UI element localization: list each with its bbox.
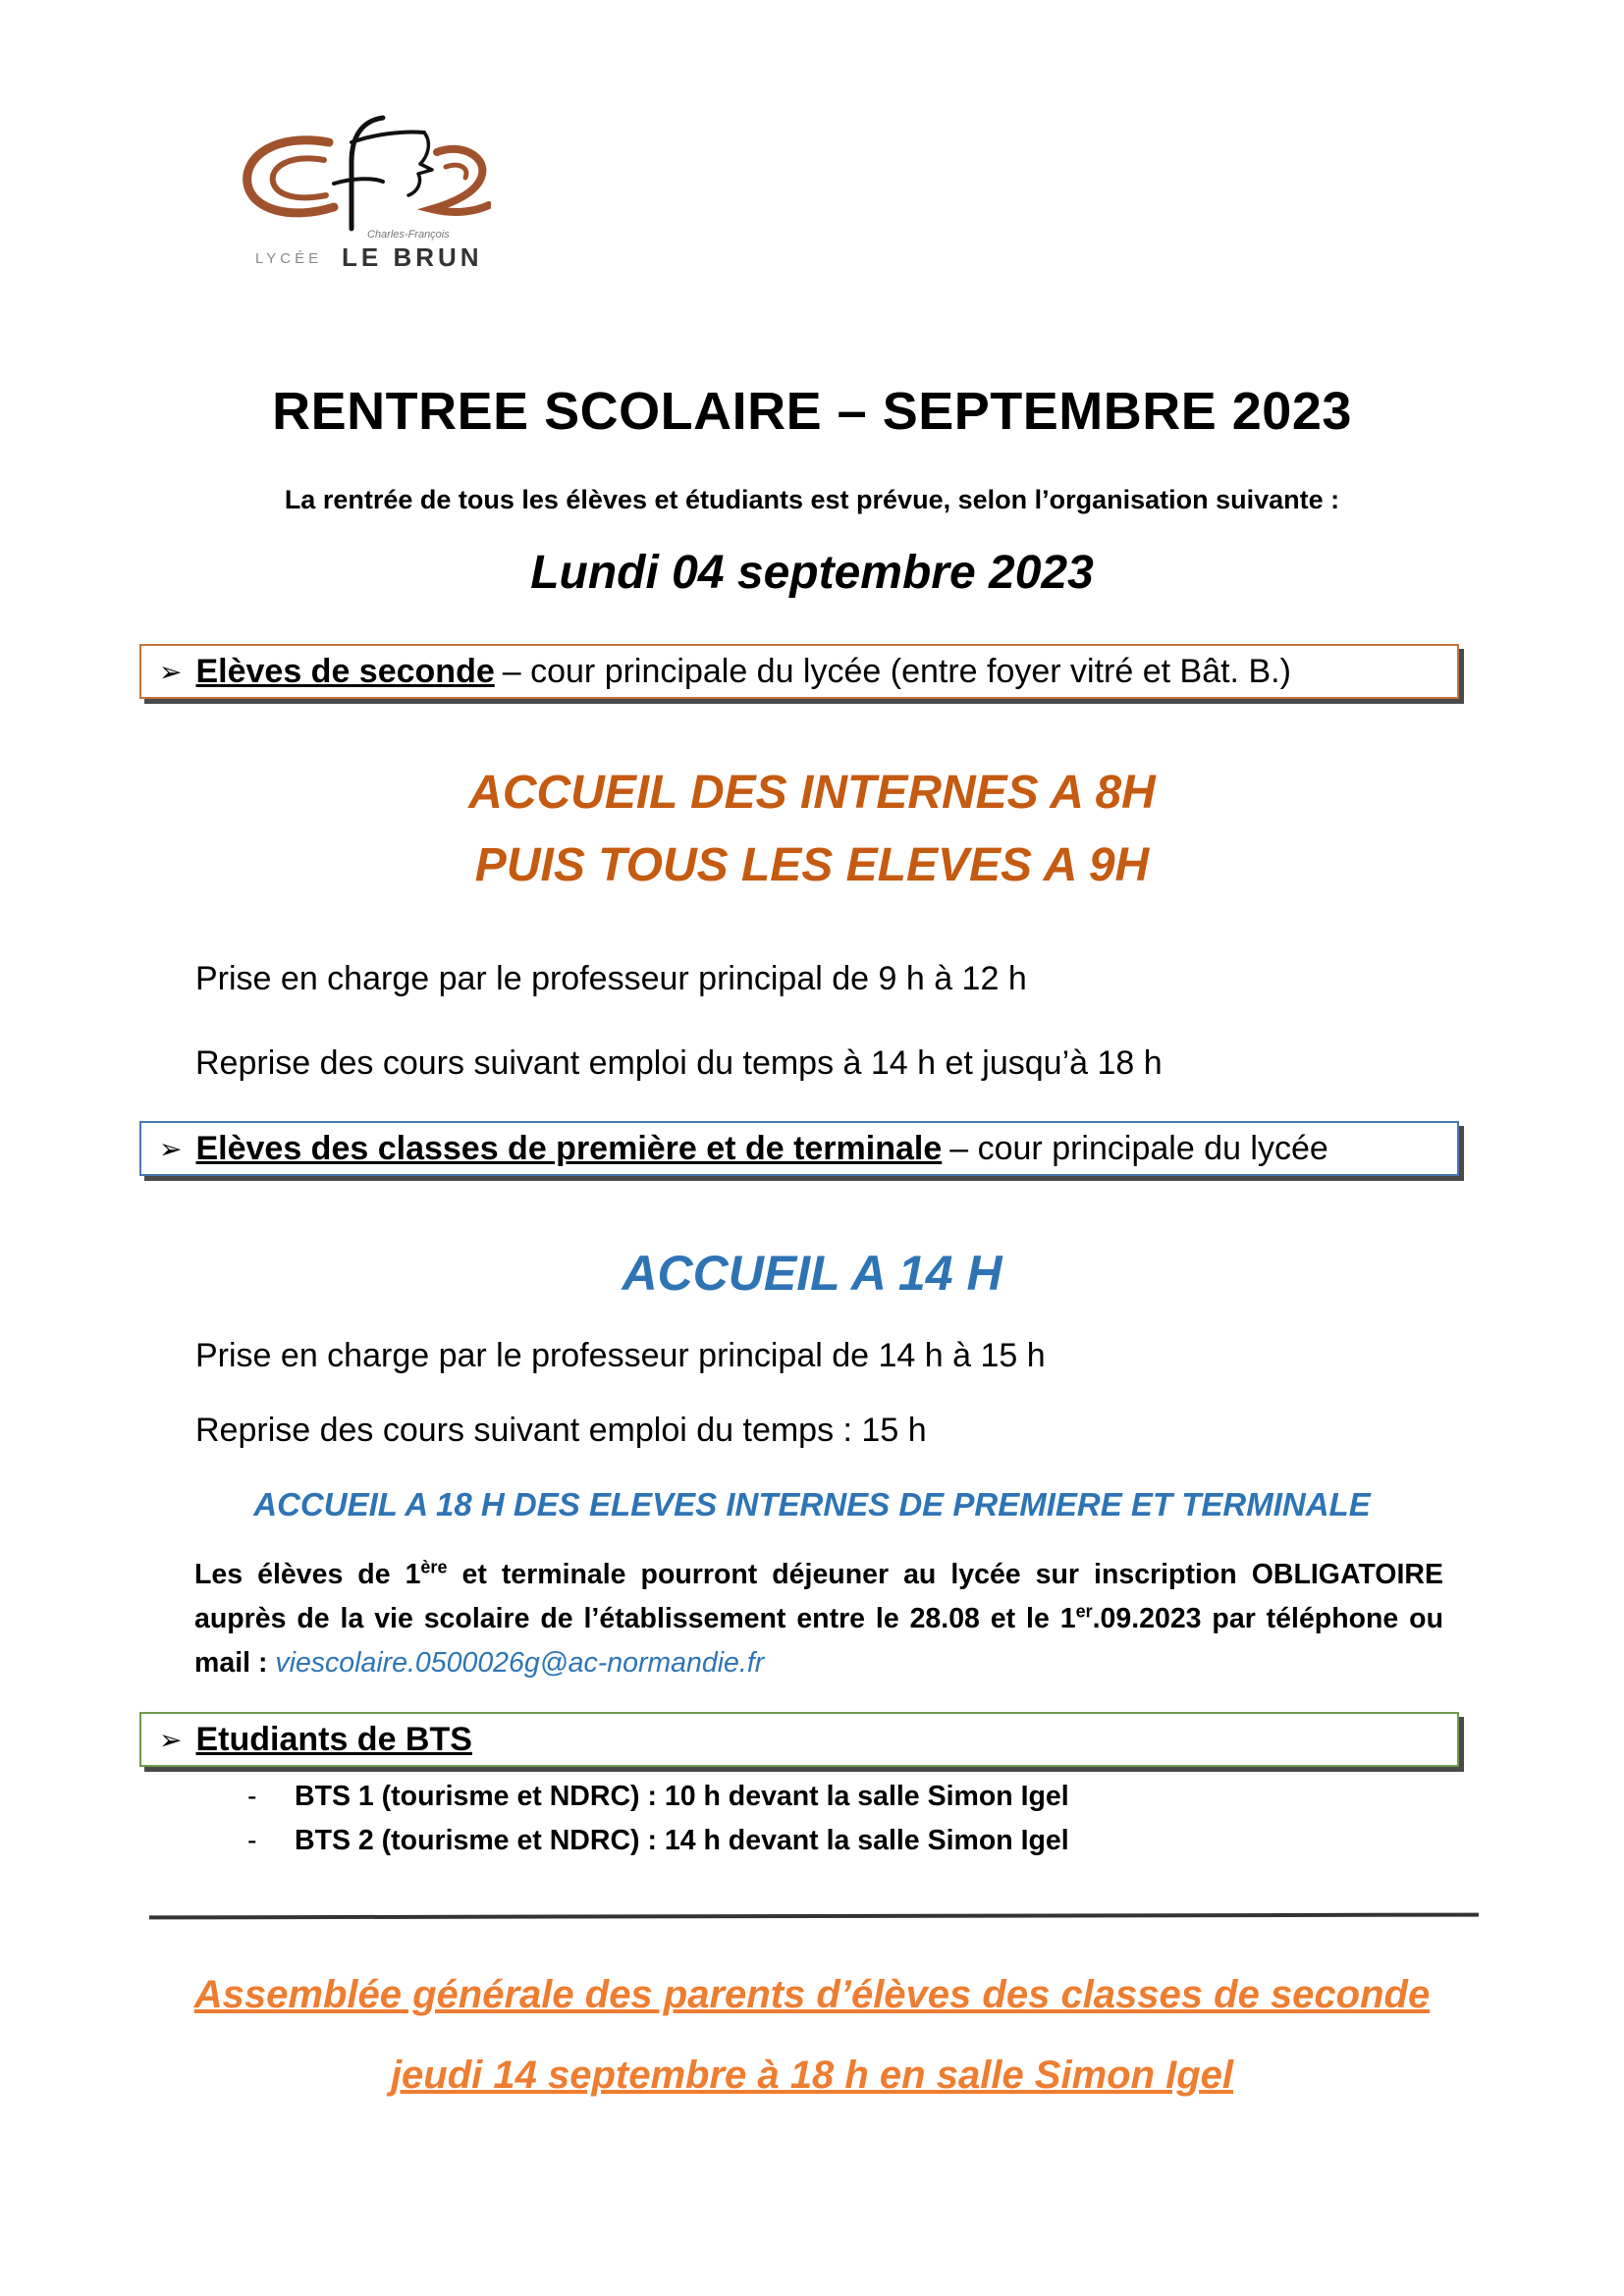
arrow-right-bullet-icon: ➢	[159, 1133, 183, 1164]
section-bts-label: Etudiants de BTS	[195, 1720, 472, 1758]
section-premiere-location: – cour principale du lycée	[949, 1129, 1328, 1167]
premiere-line-2: Reprise des cours suivant emploi du temps : 15 h	[195, 1412, 927, 1449]
arrow-right-bullet-icon: ➢	[159, 656, 183, 687]
para-part-1: Les élèves de 1	[194, 1559, 421, 1590]
lunch-registration-paragraph	[194, 1553, 1443, 1685]
premiere-line-1: Prise en charge par le professeur principal de 14 h à 15 h	[195, 1337, 1046, 1374]
para-part-3: .09.2023 par téléphone ou mail :	[194, 1603, 1443, 1679]
para-sup-1: ère	[420, 1557, 448, 1577]
logo-le-brun: LE BRUN	[342, 242, 483, 272]
page-title: RENTREE SCOLAIRE – SEPTEMBRE 2023	[272, 382, 1352, 441]
logo-charles-francois: Charles-François	[367, 229, 450, 240]
para-part-2: et terminale pourront déjeuner au lycée sur inscription OBLIGATOIRE auprès de la vie scolaire de l’établissement entre le 28.08 et le 1	[194, 1559, 1443, 1634]
section-premiere-label: Elèves des classes de première et de terminale	[195, 1129, 943, 1167]
section-header-bts	[139, 1712, 1459, 1767]
footer-assembly-date: jeudi 14 septembre à 18 h en salle Simon Igel	[390, 2054, 1234, 2097]
dash-bullet-icon: -	[247, 1825, 257, 1856]
school-logo	[236, 113, 491, 270]
logo-school-name	[255, 229, 491, 278]
seconde-headline-2: PUIS TOUS LES ELEVES A 9H	[474, 839, 1150, 891]
email-link[interactable]: viescolaire.0500026g@ac-normandie.fr	[275, 1647, 765, 1679]
seconde-line-1: Prise en charge par le professeur principal de 9 h à 12 h	[195, 960, 1027, 997]
section-seconde-label: Elèves de seconde	[195, 652, 495, 690]
premiere-headline: ACCUEIL A 14 H	[622, 1246, 1002, 1301]
intro-text: La rentrée de tous les élèves et étudiants est prévue, selon l’organisation suivante :	[284, 485, 1340, 514]
bts-item-text: BTS 2 (tourisme et NDRC) : 14 h devant la salle Simon Igel	[295, 1825, 1069, 1856]
seconde-line-2: Reprise des cours suivant emploi du temps à 14 h et jusqu’à 18 h	[195, 1044, 1163, 1082]
horizontal-divider	[149, 1913, 1479, 1920]
section-seconde-location: – cour principale du lycée (entre foyer vitré et Bât. B.)	[502, 652, 1291, 690]
logo-graphic-icon	[236, 113, 491, 240]
seconde-headline-1: ACCUEIL DES INTERNES A 8H	[468, 767, 1156, 819]
event-date: Lundi 04 septembre 2023	[530, 547, 1094, 599]
bts-item-text: BTS 1 (tourisme et NDRC) : 10 h devant la salle Simon Igel	[295, 1781, 1069, 1812]
section-header-premiere-terminale	[139, 1121, 1459, 1176]
footer-assembly-title: Assemblée générale des parents d’élèves des classes de seconde	[193, 1973, 1431, 2016]
section-header-seconde	[139, 644, 1459, 699]
internes-headline: ACCUEIL A 18 H DES ELEVES INTERNES DE PREMIERE ET TERMINALE	[253, 1486, 1371, 1522]
logo-lycee-label: LYCÉE	[255, 250, 323, 267]
para-sup-2: er	[1075, 1601, 1093, 1622]
arrow-right-bullet-icon: ➢	[159, 1724, 183, 1755]
dash-bullet-icon: -	[247, 1781, 257, 1812]
